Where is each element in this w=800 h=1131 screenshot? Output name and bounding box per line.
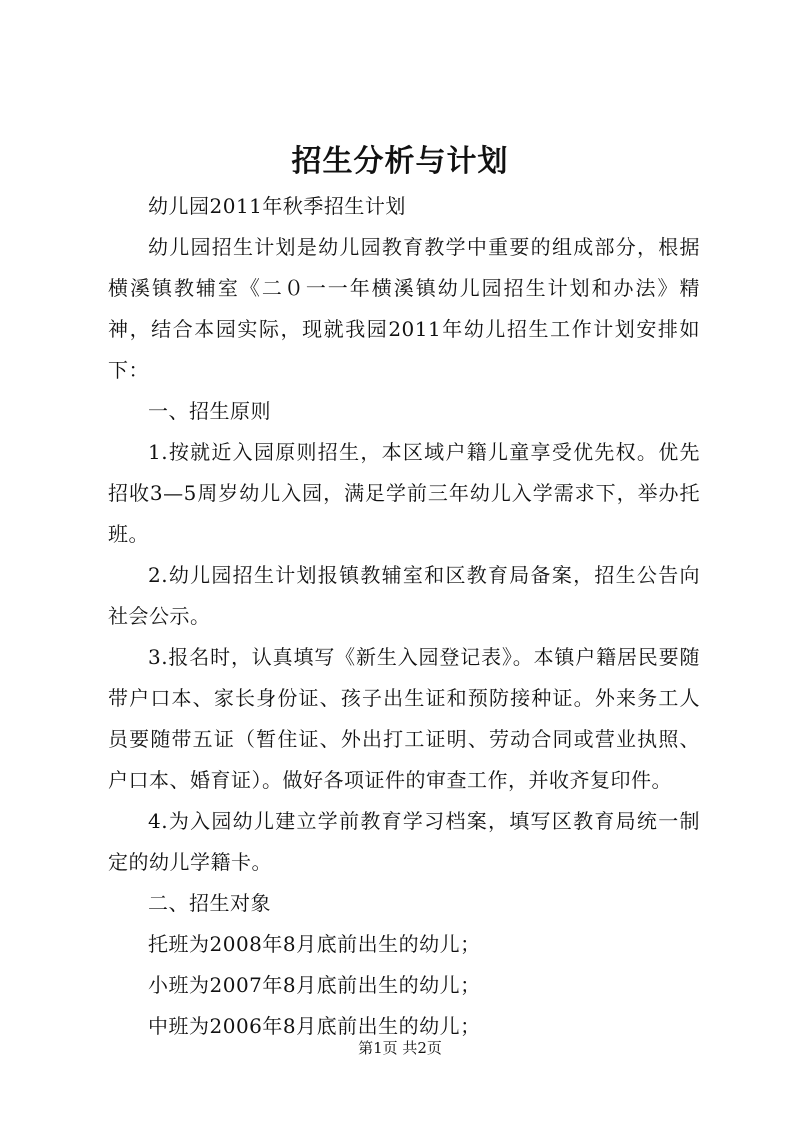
paragraph-target-nursery: 托班为2008年8月底前出生的幼儿； <box>148 932 481 956</box>
paragraph-target-middle: 中班为2006年8月底前出生的幼儿； <box>148 1014 481 1038</box>
section-heading-principles: 一、招生原则 <box>148 399 271 423</box>
paragraph-principle-1: 1.按就近入园原则招生，本区域户籍儿童享受优先权。优先招收3—5周岁幼儿入园，满足学前三年幼儿入学需求下，举办托班。 <box>108 440 700 546</box>
section-heading-targets: 二、招生对象 <box>148 891 271 915</box>
paragraph-principle-3: 3.报名时，认真填写《新生入园登记表》。本镇户籍居民要随带户口本、家长身份证、孩子出生证和预防接种证。外来务工人员要随带五证（暂住证、外出打工证明、劳动合同或营业执照、户口本、婚育证）。做好各项证件的审查工作，并收齐复印件。 <box>108 645 700 792</box>
paragraph-principle-2: 2.幼儿园招生计划报镇教辅室和区教育局备案，招生公告向社会公示。 <box>108 563 700 628</box>
paragraph-plan-heading: 幼儿园2011年秋季招生计划 <box>148 194 406 218</box>
paragraph-principle-4: 4.为入园幼儿建立学前教育学习档案，填写区教育局统一制定的幼儿学籍卡。 <box>108 809 700 874</box>
document-body <box>108 186 700 1047</box>
document-title: 招生分析与计划 <box>291 144 509 179</box>
page-number: 第1页 共2页 <box>358 1039 442 1057</box>
paragraph-target-small: 小班为2007年8月底前出生的幼儿； <box>148 973 481 997</box>
paragraph-intro: 幼儿园招生计划是幼儿园教育教学中重要的组成部分，根据横溪镇教辅室《二０一一年横溪镇幼儿园招生计划和办法》精神，结合本园实际，现就我园2011年幼儿招生工作计划安排如下： <box>108 235 700 382</box>
